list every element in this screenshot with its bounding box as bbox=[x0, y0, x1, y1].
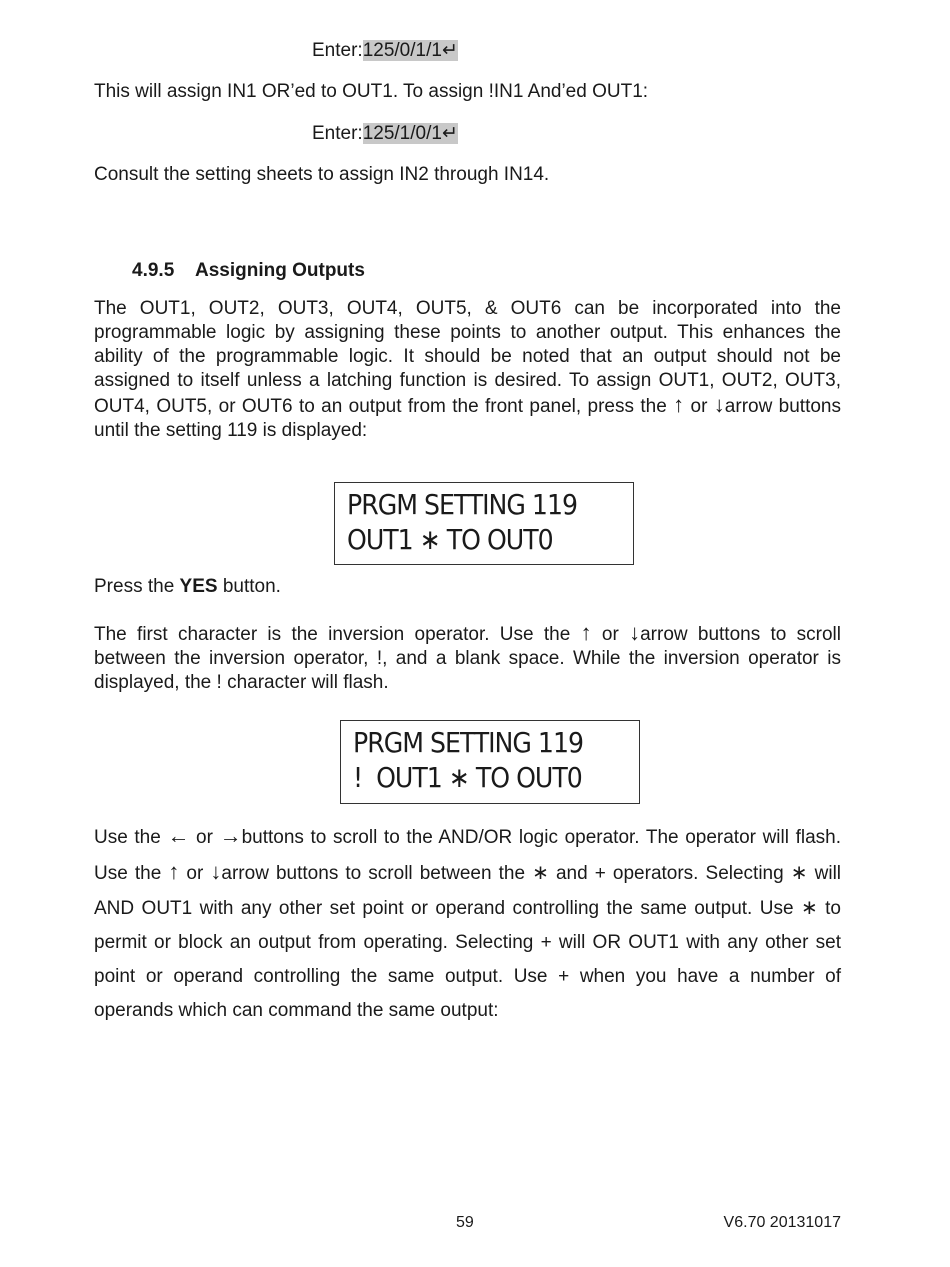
enter-label: Enter: bbox=[312, 123, 363, 144]
lcd-line-1: PRGM SETTING 119 bbox=[353, 726, 583, 759]
paragraph-body: The OUT1, OUT2, OUT3, OUT4, OUT5, & OUT6 can be incorporated into the programmable logic by assigning these points to another output. This enhances the ability of the programmable logic. It should be noted that an output should not be assigned to itself unless a latching function is desired. To assign OUT1, OUT2, OUT3, OUT4, OUT5, or OUT6 to an output from the front panel, press the bbox=[94, 298, 841, 417]
section-heading bbox=[132, 259, 365, 283]
enter-instruction-1 bbox=[312, 39, 458, 63]
paragraph-inversion-operator bbox=[94, 621, 841, 695]
lcd-line-2: ! OUT1 ∗ TO OUT0 bbox=[353, 761, 582, 794]
text-part: arrow buttons to scroll between the bbox=[221, 863, 533, 884]
press-text: Press the bbox=[94, 576, 180, 597]
yes-button-label: YES bbox=[179, 576, 218, 597]
down-arrow-icon: ↓ bbox=[210, 859, 222, 884]
lcd-line-2: OUT1 ∗ TO OUT0 bbox=[347, 523, 553, 556]
and-operator-symbol: ∗ bbox=[800, 897, 818, 919]
paragraph-start: The first character is the inversion operator. Use the bbox=[94, 624, 581, 645]
section-number: 4.9.5 bbox=[132, 260, 175, 281]
down-arrow-icon: ↓ bbox=[713, 392, 725, 417]
text-part: buttons to scroll to the AND/OR logic operator. The operator will flash. Use the bbox=[94, 827, 842, 884]
and-operator-symbol: ∗ bbox=[790, 862, 808, 884]
lcd-line-1: PRGM SETTING 119 bbox=[347, 488, 577, 521]
paragraph-assigning-outputs bbox=[94, 297, 841, 443]
text-part: will AND OUT1 with any other set point or operand controlling the same output. Use bbox=[94, 863, 842, 919]
paragraph-end: arrow buttons to scroll between the inversion operator, !, and a blank space. While the inversion operator is displayed, the ! character will flash. bbox=[94, 624, 842, 693]
enter-value-highlight: 125/1/0/1↵ bbox=[362, 123, 458, 144]
text-part: Use the bbox=[94, 827, 168, 848]
text-part: to permit or block an output from operating. Selecting + will OR OUT1 with any other set point or operand controlling the same output. Use + when you have a number of operands which can command the same output: bbox=[94, 898, 842, 1021]
paragraph-tail: arrow buttons until the setting 119 is displayed: bbox=[94, 396, 841, 441]
enter-label: Enter: bbox=[312, 40, 363, 61]
paragraph-assign-or: This will assign IN1 OR’ed to OUT1. To assign !IN1 And’ed OUT1: bbox=[94, 81, 649, 102]
or-text: or bbox=[591, 624, 630, 645]
and-operator-symbol: ∗ bbox=[532, 862, 549, 884]
lcd-display-1 bbox=[334, 482, 634, 565]
or-text: or bbox=[684, 396, 714, 417]
down-arrow-icon: ↓ bbox=[629, 620, 641, 645]
or-text: or bbox=[189, 827, 220, 848]
or-text: or bbox=[179, 863, 211, 884]
press-text-end: button. bbox=[217, 576, 281, 597]
right-arrow-icon: → bbox=[219, 823, 242, 848]
paragraph-consult: Consult the setting sheets to assign IN2 through IN14. bbox=[94, 164, 550, 185]
page-number: 59 bbox=[456, 1214, 474, 1231]
text-part: and + operators. Selecting bbox=[548, 863, 791, 884]
paragraph-press-yes bbox=[94, 575, 841, 599]
enter-instruction-2 bbox=[312, 122, 458, 146]
paragraph-logic-operator bbox=[94, 819, 841, 1028]
up-arrow-icon: ↑ bbox=[673, 392, 685, 417]
version-label: V6.70 20131017 bbox=[723, 1214, 841, 1231]
up-arrow-icon: ↑ bbox=[168, 859, 180, 884]
section-title: Assigning Outputs bbox=[195, 260, 365, 281]
enter-value-highlight: 125/0/1/1↵ bbox=[362, 40, 458, 61]
up-arrow-icon: ↑ bbox=[580, 620, 592, 645]
lcd-display-2 bbox=[340, 720, 640, 804]
left-arrow-icon: ← bbox=[167, 823, 190, 848]
